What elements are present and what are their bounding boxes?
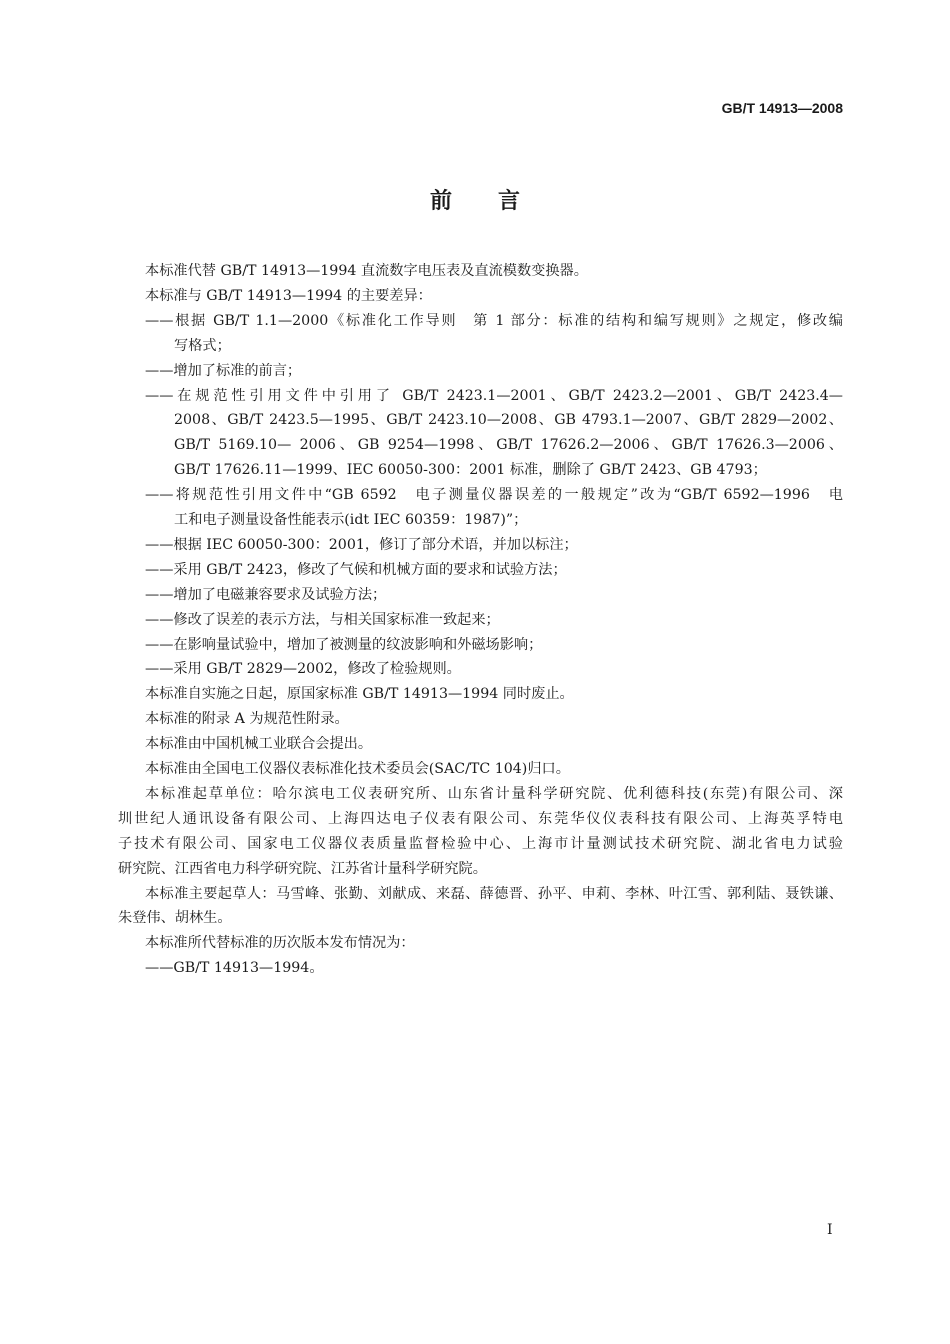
list-item-line: 工和电子测量设备性能表示(idt IEC 60359：1987)”； bbox=[174, 511, 528, 528]
paragraph-line: 子技术有限公司、国家电工仪器仪表质量监督检验中心、上海市计量测试技术研究院、湖北省电力试验 bbox=[118, 835, 843, 852]
list-item-line: ——在规范性引用文件中引用了 GB/T 2423.1—2001、GB/T 2423.2—2001、GB/T 2423.4— bbox=[145, 387, 843, 404]
list-item-line: ——采用 GB/T 2829—2002，修改了检验规则。 bbox=[145, 661, 461, 678]
paragraph-line: 本标准与 GB/T 14913—1994 的主要差异： bbox=[145, 287, 432, 304]
paragraph-line: 本标准主要起草人：马雪峰、张勤、刘献成、来磊、薛德晋、孙平、申莉、李林、叶江雪、郭利陆、聂铁谦、 bbox=[145, 885, 843, 902]
list-item-line: ——根据 GB/T 1.1—2000《标准化工作导则 第 1 部分：标准的结构和编写规则》之规定，修改编 bbox=[145, 312, 843, 329]
paragraph-line: 本标准由中国机械工业联合会提出。 bbox=[145, 736, 373, 753]
list-item-line: ——增加了标准的前言； bbox=[145, 362, 302, 379]
page-title: 前言 bbox=[429, 189, 566, 214]
page-number: I bbox=[827, 1222, 833, 1238]
paragraph-line: 圳世纪人通讯设备有限公司、上海四达电子仪表有限公司、东莞华仪仪表科技有限公司、上海英孚特电 bbox=[118, 810, 843, 827]
list-item-line: 写格式； bbox=[174, 337, 231, 354]
list-item-line: GB/T 17626.11—1999、IEC 60050-300：2001 标准，删除了 GB/T 2423、GB 4793； bbox=[174, 462, 767, 479]
standard-number-header: GB/T 14913—2008 bbox=[721, 100, 843, 116]
list-item-line: ——根据 IEC 60050-300：2001，修订了部分术语，并加以标注； bbox=[145, 536, 578, 553]
list-item-line: ——在影响量试验中，增加了被测量的纹波影响和外磁场影响； bbox=[145, 636, 543, 653]
paragraph-line: 本标准自实施之日起，原国家标准 GB/T 14913—1994 同时废止。 bbox=[145, 686, 574, 703]
list-item-line: ——修改了误差的表示方法，与相关国家标准一致起来； bbox=[145, 611, 500, 628]
paragraph-line: 朱登伟、胡林生。 bbox=[118, 910, 232, 927]
paragraph-line: 本标准所代替标准的历次版本发布情况为： bbox=[145, 935, 415, 952]
list-item-line: 2008、GB/T 2423.5—1995、GB/T 2423.10—2008、GB 4793.1—2007、GB/T 2829—2002、 bbox=[174, 412, 843, 429]
foreword-body bbox=[118, 259, 843, 981]
list-item-line: ——增加了电磁兼容要求及试验方法； bbox=[145, 586, 387, 603]
list-item-line: GB/T 5169.10— 2006、GB 9254—1998、GB/T 17626.2—2006、GB/T 17626.3—2006、 bbox=[174, 437, 843, 454]
list-item-line: ——将规范性引用文件中“GB 6592 电子测量仪器误差的一般规定”改为“GB/T 6592—1996 电 bbox=[145, 487, 843, 504]
paragraph-line: 本标准的附录 A 为规范性附录。 bbox=[145, 711, 349, 728]
paragraph-line: 本标准代替 GB/T 14913—1994 直流数字电压表及直流模数变换器。 bbox=[145, 263, 588, 279]
list-item-line: ——采用 GB/T 2423，修改了气候和机械方面的要求和试验方法； bbox=[145, 561, 567, 578]
paragraph-line: 本标准由全国电工仪器仪表标准化技术委员会(SAC/TC 104)归口。 bbox=[145, 761, 570, 778]
paragraph-line: 本标准起草单位：哈尔滨电工仪表研究所、山东省计量科学研究院、优利德科技(东莞)有限公司、深 bbox=[145, 785, 843, 802]
paragraph-line: 研究院、江西省电力科学研究院、江苏省计量科学研究院。 bbox=[118, 860, 487, 877]
list-item-line: ——GB/T 14913—1994。 bbox=[145, 960, 324, 977]
